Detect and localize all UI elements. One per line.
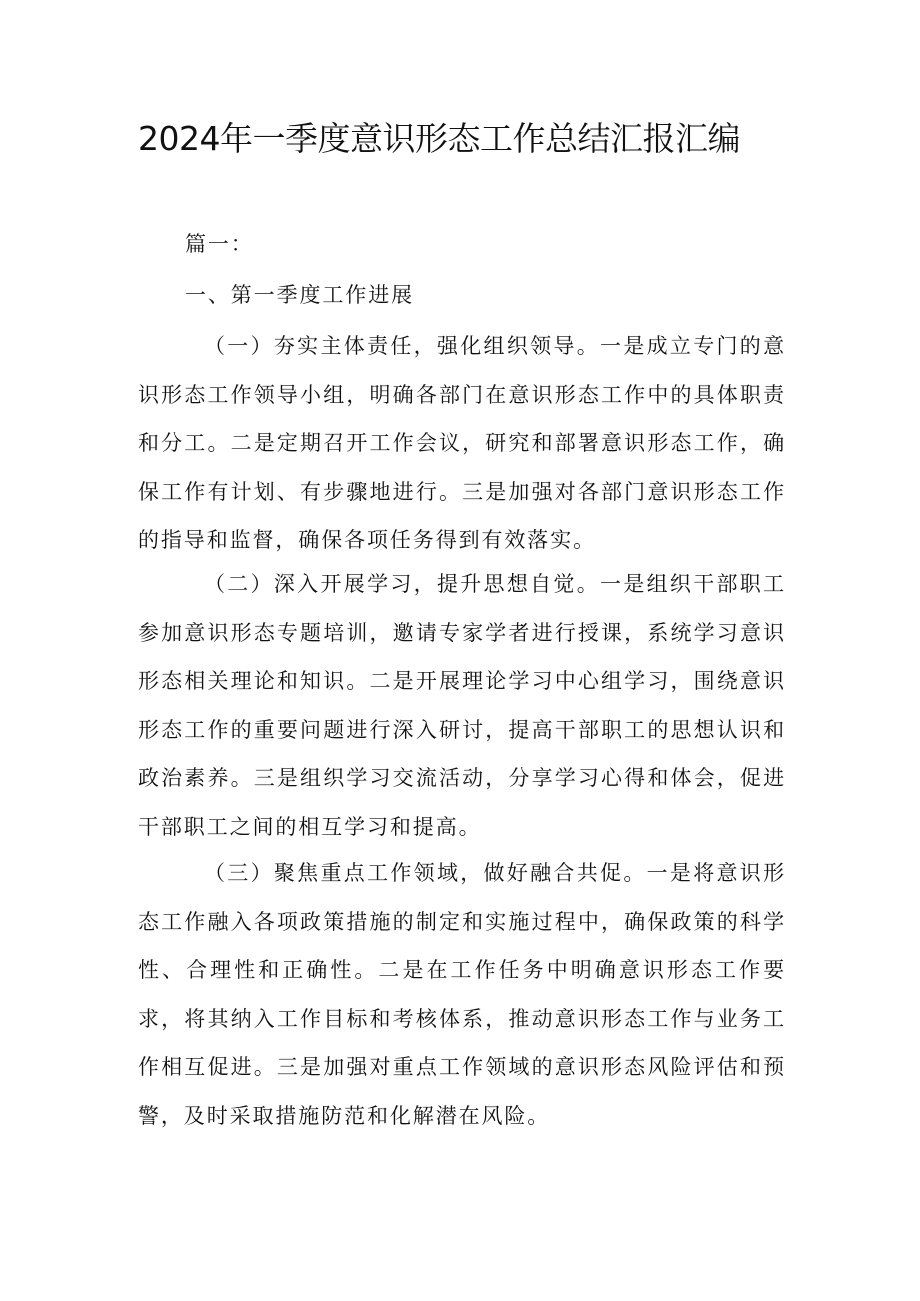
- paragraph-1: （一）夯实主体责任，强化组织领导。一是成立专门的意识形态工作领导小组，明确各部门在意识形态工作中的具体职责和分工。二是定期召开工作会议，研究和部署意识形态工作，确保工作有计划、有步骤地进行。三是加强对各部门意识形态工作的指导和监督，确保各项任务得到有效落实。: [138, 334, 786, 553]
- document-title: 2024年一季度意识形态工作总结汇报汇编: [138, 119, 740, 158]
- paragraph-3: （三）聚焦重点工作领域，做好融合共促。一是将意识形态工作融入各项政策措施的制定和实施过程中，确保政策的科学性、合理性和正确性。二是在工作任务中明确意识形态工作要求，将其纳入工作目标和考核体系，推动意识形态工作与业务工作相互促进。三是加强对重点工作领域的意识形态风险评估和预警，及时采取措施防范和化解潜在风险。: [138, 861, 786, 1128]
- section-label: 篇一：: [185, 232, 254, 256]
- paragraph-2: （二）深入开展学习，提升思想自觉。一是组织干部职工参加意识形态专题培训，邀请专家学者进行授课，系统学习意识形态相关理论和知识。二是开展理论学习中心组学习，围绕意识形态工作的重要问题进行深入研讨，提高干部职工的思想认识和政治素养。三是组织学习交流活动，分享学习心得和体会，促进干部职工之间的相互学习和提高。: [138, 572, 786, 839]
- section-heading: 一、第一季度工作进展: [185, 283, 414, 307]
